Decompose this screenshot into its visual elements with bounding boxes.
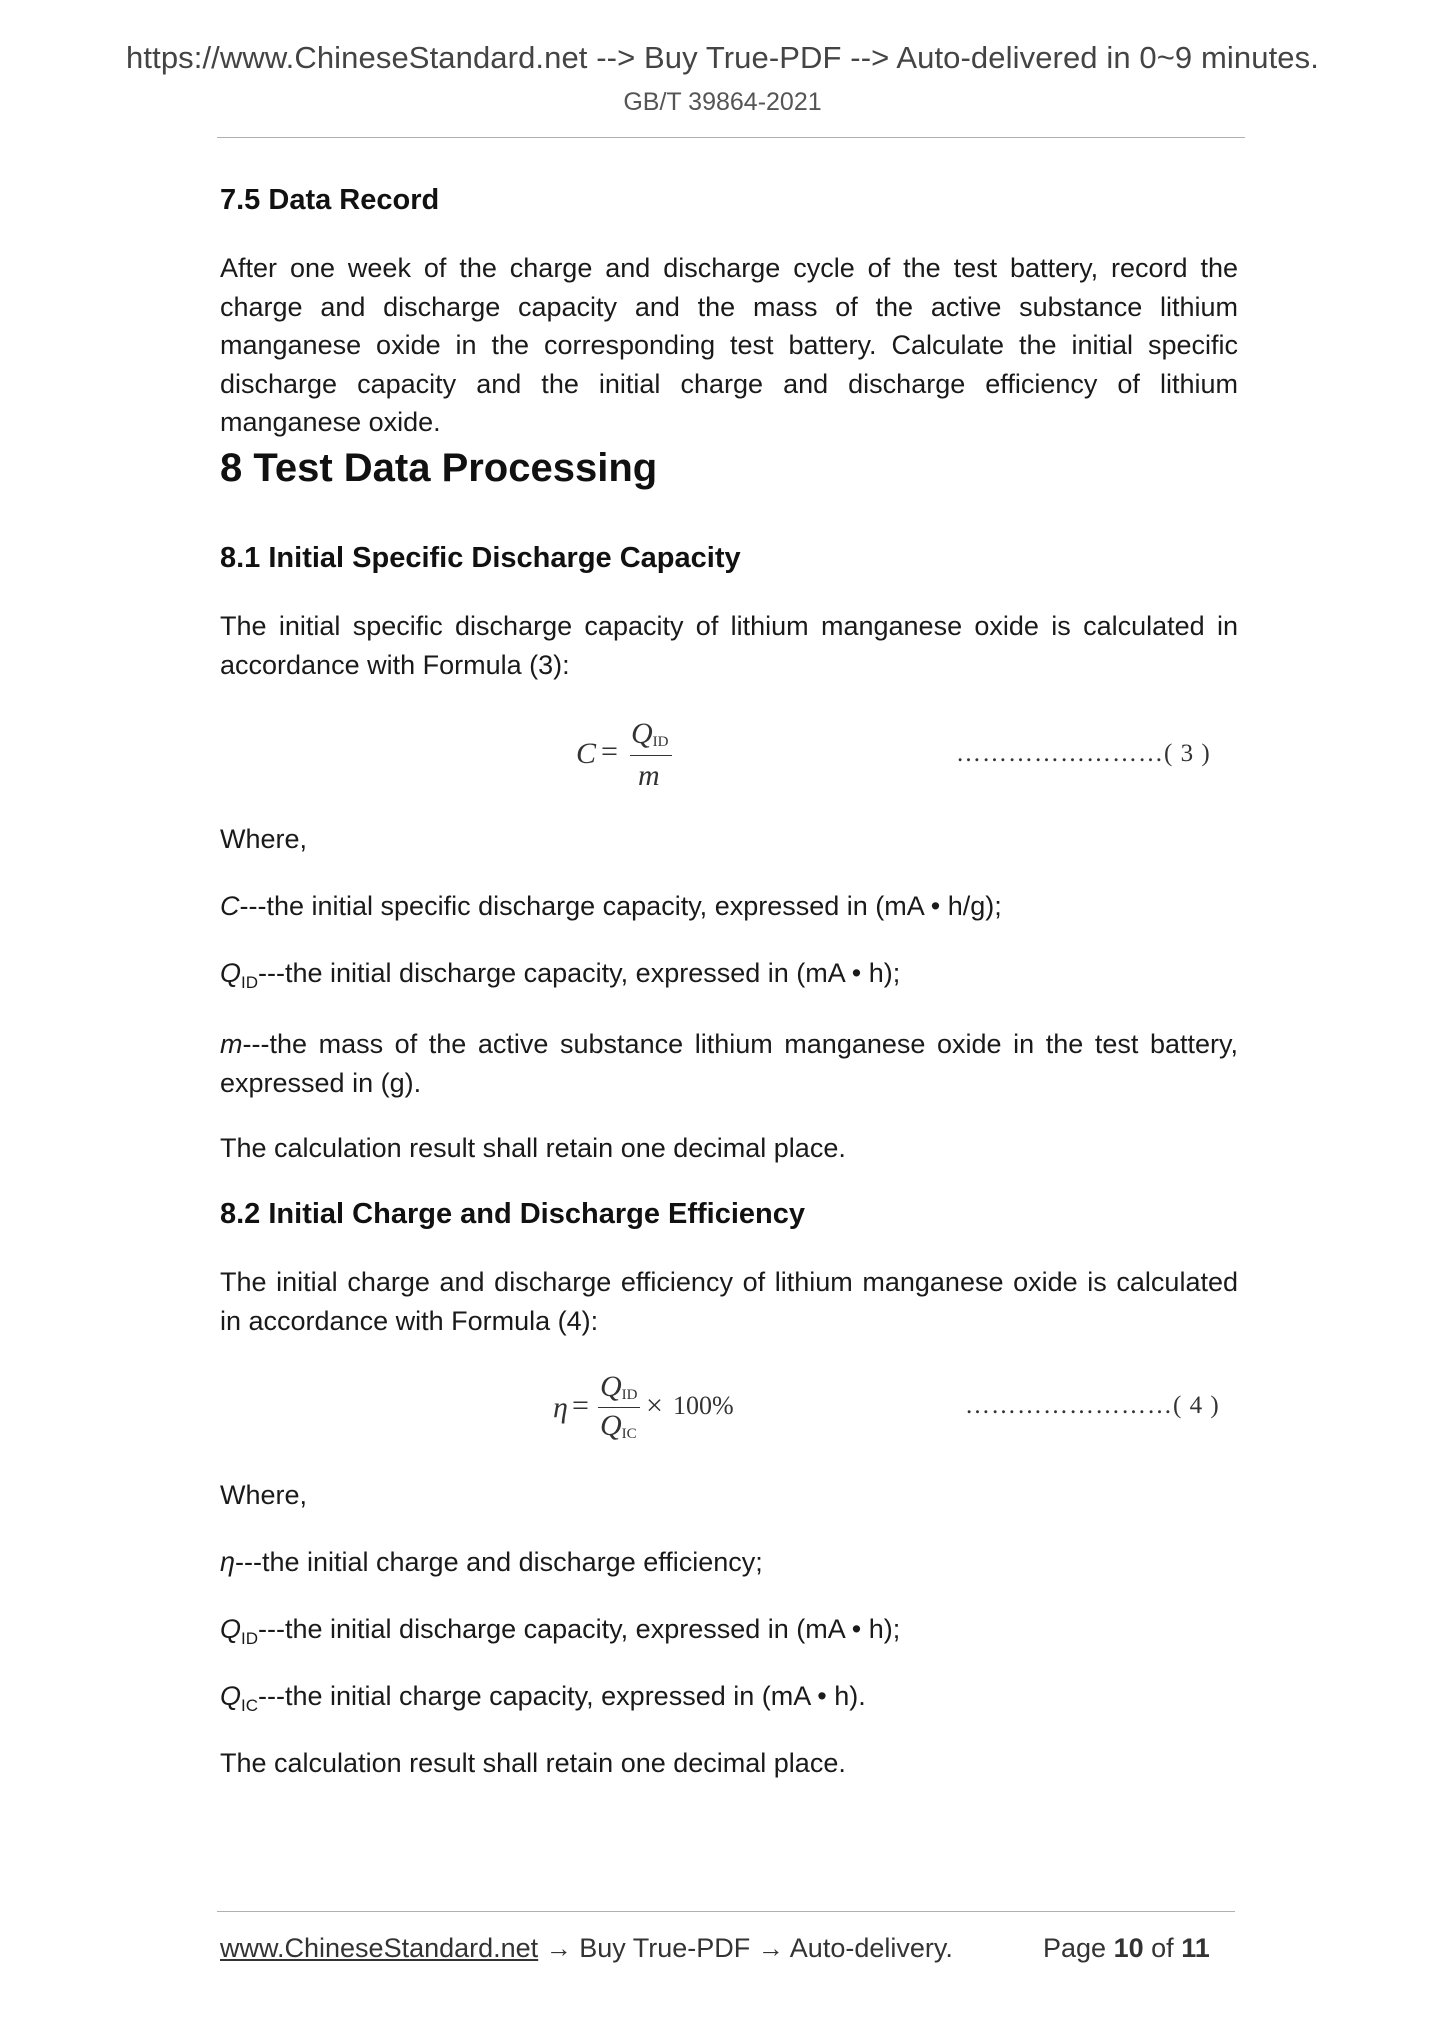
page-indicator: [1043, 1933, 1210, 1964]
definition-qid-symbol: Q: [220, 958, 242, 988]
page-number: 10: [1113, 1933, 1144, 1963]
definition-qid-subscript: ID: [241, 973, 259, 992]
section-7-5-heading: 7.5 Data Record: [220, 184, 440, 216]
definition-qic-text: ---the initial charge capacity, expressed in (mA • h).: [258, 1681, 866, 1711]
formula-4-fraction-bar: [598, 1407, 640, 1408]
definition-qid-text: ---the initial discharge capacity, expressed in (mA • h);: [258, 958, 901, 988]
section-8-1-note: The calculation result shall retain one decimal place.: [220, 1133, 846, 1163]
footer-arrow-icon: →: [545, 1933, 572, 1963]
definition-c: [220, 891, 1002, 922]
footer-left: [220, 1933, 953, 1964]
footer-divider: [217, 1911, 1235, 1912]
section-8-heading: 8 Test Data Processing: [220, 446, 658, 490]
section-8-2-heading: 8.2 Initial Charge and Discharge Efficiency: [220, 1198, 806, 1230]
formula-3-number: ……………………( 3 ): [956, 740, 1211, 767]
definition-m-text: ---the mass of the active substance lithium manganese oxide in the test battery, expressed in (g).: [220, 1029, 1238, 1098]
footer-delivery: Auto-delivery.: [789, 1933, 953, 1963]
page-word: Page: [1043, 1933, 1107, 1963]
definition-qid-2-text: ---the initial discharge capacity, expressed in (mA • h);: [258, 1614, 901, 1644]
section-8-1-intro: The initial specific discharge capacity of lithium manganese oxide is calculated in accordance with Formula (3):: [220, 611, 1238, 680]
formula-4-percent: 100%: [673, 1391, 734, 1420]
formula-4-times: ×: [646, 1389, 663, 1422]
footer-link[interactable]: www.ChineseStandard.net: [220, 1933, 539, 1963]
section-8-1-where: Where,: [220, 824, 308, 854]
section-8-2-where: Where,: [220, 1480, 308, 1510]
formula-4-numerator-sub: ID: [621, 1387, 638, 1403]
definition-m-symbol: m: [220, 1029, 243, 1059]
formula-4-denominator-sub: IC: [621, 1426, 637, 1442]
header-banner[interactable]: https://www.ChineseStandard.net --> Buy True-PDF --> Auto-delivered in 0~9 minutes.: [126, 40, 1319, 75]
definition-qid-2: [220, 1614, 901, 1648]
formula-3-lhs: C: [576, 737, 597, 770]
definition-qic-subscript: IC: [241, 1696, 259, 1715]
formula-4-denominator: Q: [600, 1409, 622, 1442]
formula-3-fraction-bar: [630, 755, 672, 756]
definition-eta-text: ---the initial charge and discharge efficiency;: [235, 1547, 763, 1577]
formula-3-numerator-sub: ID: [652, 734, 669, 750]
definition-eta-symbol: η: [220, 1547, 235, 1577]
formula-4-lhs: η: [553, 1391, 568, 1424]
section-8-2-intro: The initial charge and discharge efficiency of lithium manganese oxide is calculated in accordance with Formula (4):: [220, 1267, 1238, 1336]
definition-qid-2-subscript: ID: [241, 1629, 259, 1648]
formula-3-equals: =: [601, 735, 618, 768]
section-8-1-heading: 8.1 Initial Specific Discharge Capacity: [220, 542, 741, 574]
section-8-2-note: The calculation result shall retain one decimal place.: [220, 1748, 846, 1778]
definition-qic: [220, 1681, 866, 1715]
formula-4-numerator: Q: [600, 1370, 622, 1403]
footer-arrow-icon: →: [757, 1933, 784, 1963]
definition-c-text: ---the initial specific discharge capacity, expressed in (mA • h/g);: [239, 891, 1002, 921]
definition-m: [220, 1025, 1238, 1102]
formula-3-denominator: m: [638, 759, 660, 792]
footer-buy: Buy True-PDF: [579, 1933, 751, 1963]
definition-qic-symbol: Q: [220, 1681, 242, 1711]
definition-eta: [220, 1547, 763, 1578]
section-7-5-body: After one week of the charge and discharge cycle of the test battery, record the charge and discharge capacity and the mass of the active substance lithium manganese oxide in the corresponding test battery. Calculate the initial specific discharge capacity and the initial charge and discharge efficiency of lithium manganese oxide.: [220, 253, 1238, 437]
formula-3-numerator: Q: [631, 717, 653, 750]
definition-qid: [220, 958, 901, 992]
header-divider: [217, 137, 1245, 138]
document-id: GB/T 39864-2021: [623, 88, 822, 116]
definition-qid-2-symbol: Q: [220, 1614, 242, 1644]
formula-4-equals: =: [572, 1389, 589, 1422]
page-total: 11: [1181, 1933, 1210, 1963]
page-of-word: of: [1151, 1933, 1174, 1963]
definition-c-symbol: C: [220, 891, 240, 921]
formula-4-number: ……………………( 4 ): [965, 1392, 1220, 1419]
